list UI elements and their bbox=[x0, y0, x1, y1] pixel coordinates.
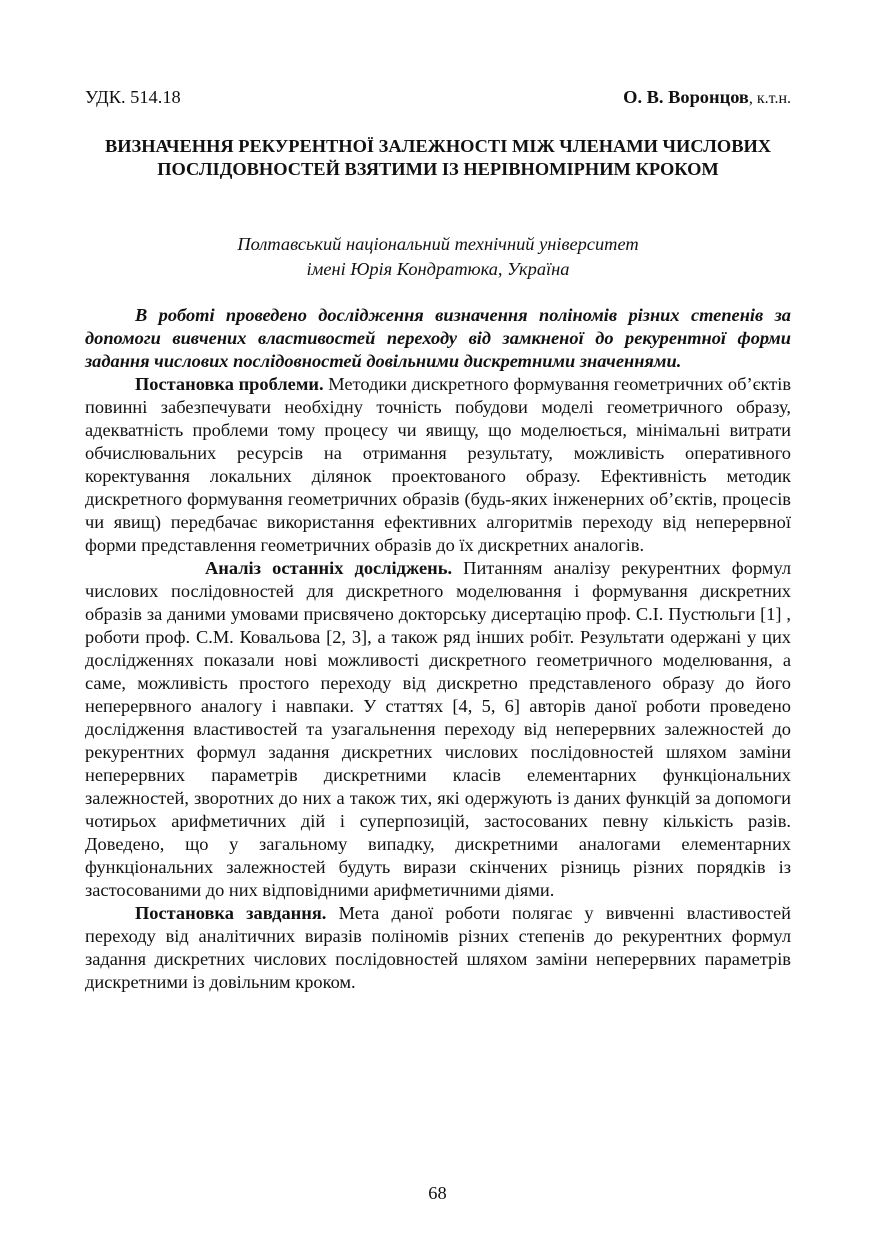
section-text: Мета даної роботи полягає у вивченні властивостей переходу від аналітичних виразів поліномів різних степенів до рекурентних формул задання дискретних числових послідовностей шляхом заміни неперервних параметрів дискретними із довільним кроком. bbox=[85, 903, 791, 992]
section-heading: Постановка завдання. bbox=[135, 903, 327, 923]
section-task-statement bbox=[85, 902, 791, 994]
affiliation-line-1: Полтавський національний технічний університет bbox=[237, 234, 639, 254]
author-degree: , к.т.н. bbox=[748, 90, 791, 107]
section-text: Питанням аналізу рекурентних формул числових послідовностей для дискретного моделювання і формування дискретних образів за даними умовами присвячено докторську дисертацію проф. С.І. Пустюльги [1] , роботи проф. С.М. Ковальова [2, 3], а також ряд інших робіт. Результати одержані у цих дослідженнях показали нові можливості дискретного геометричного моделювання, а саме, можливість простого переходу від дискретно представленого образу до його неперервного аналогу і навпаки. У статтях [4, 5, 6] авторів даної роботи проведено дослідження властивостей та узагальнення переходу від неперервних залежностей до рекурентних формул задання дискретних числових послідовностей шляхом заміни неперервних параметрів дискретними класів елементарних функціональних залежностей, зворотних до них а також тих, які одержують із даних функцій за допомоги чотирьох арифметичних дій і суперпозицій, застосованих певну кількість разів. Доведено, що у загальному випадку, дискретними аналогами елементарних функціональних залежностей будуть вирази скінчених різниць різних порядків із застосованими до них відповідними арифметичними діями. bbox=[85, 558, 792, 900]
section-literature-review bbox=[85, 557, 791, 902]
author bbox=[623, 86, 791, 110]
udc-code: УДК. 514.18 bbox=[85, 87, 181, 107]
section-heading: Аналіз останніх досліджень. bbox=[205, 558, 453, 578]
section-heading: Постановка проблеми. bbox=[135, 374, 324, 394]
affiliation bbox=[85, 232, 791, 282]
section-problem-statement bbox=[85, 373, 791, 557]
section-text: Методики дискретного формування геометричних об’єктів повинні забезпечувати необхідну точність побудови моделі геометричного образу, адекватність проблеми тому процесу чи явищу, що моделюється, мінімальні витрати обчислювальних ресурсів на отримання результату, можливість оперативного коректування локальних ділянок проектованого образу. Ефективність методик дискретного формування геометричних образів (будь-яких інженерних об’єктів, процесів чи явищ) передбачає використання ефективних алгоритмів переходу від неперервної форми представлення геометричних образів до їх дискретних аналогів. bbox=[85, 374, 791, 555]
page-number: 68 bbox=[428, 1183, 447, 1203]
affiliation-line-2: імені Юрія Кондратюка, Україна bbox=[306, 259, 570, 279]
author-name: О. В. Воронцов bbox=[623, 87, 749, 107]
paper-title: ВИЗНАЧЕННЯ РЕКУРЕНТНОЇ ЗАЛЕЖНОСТІ МІЖ ЧЛЕНАМИ ЧИСЛОВИХ ПОСЛІДОВНОСТЕЙ ВЗЯТИМИ ІЗ НЕРІВНОМІРНИМ КРОКОМ bbox=[104, 136, 772, 179]
header-line bbox=[85, 86, 791, 110]
paper-body bbox=[85, 304, 791, 994]
abstract: В роботі проведено дослідження визначення поліномів різних степенів за допомоги вивчених властивостей переходу від замкненої до рекурентної форми задання числових послідовностей довільними дискретними значеннями. bbox=[85, 305, 791, 371]
